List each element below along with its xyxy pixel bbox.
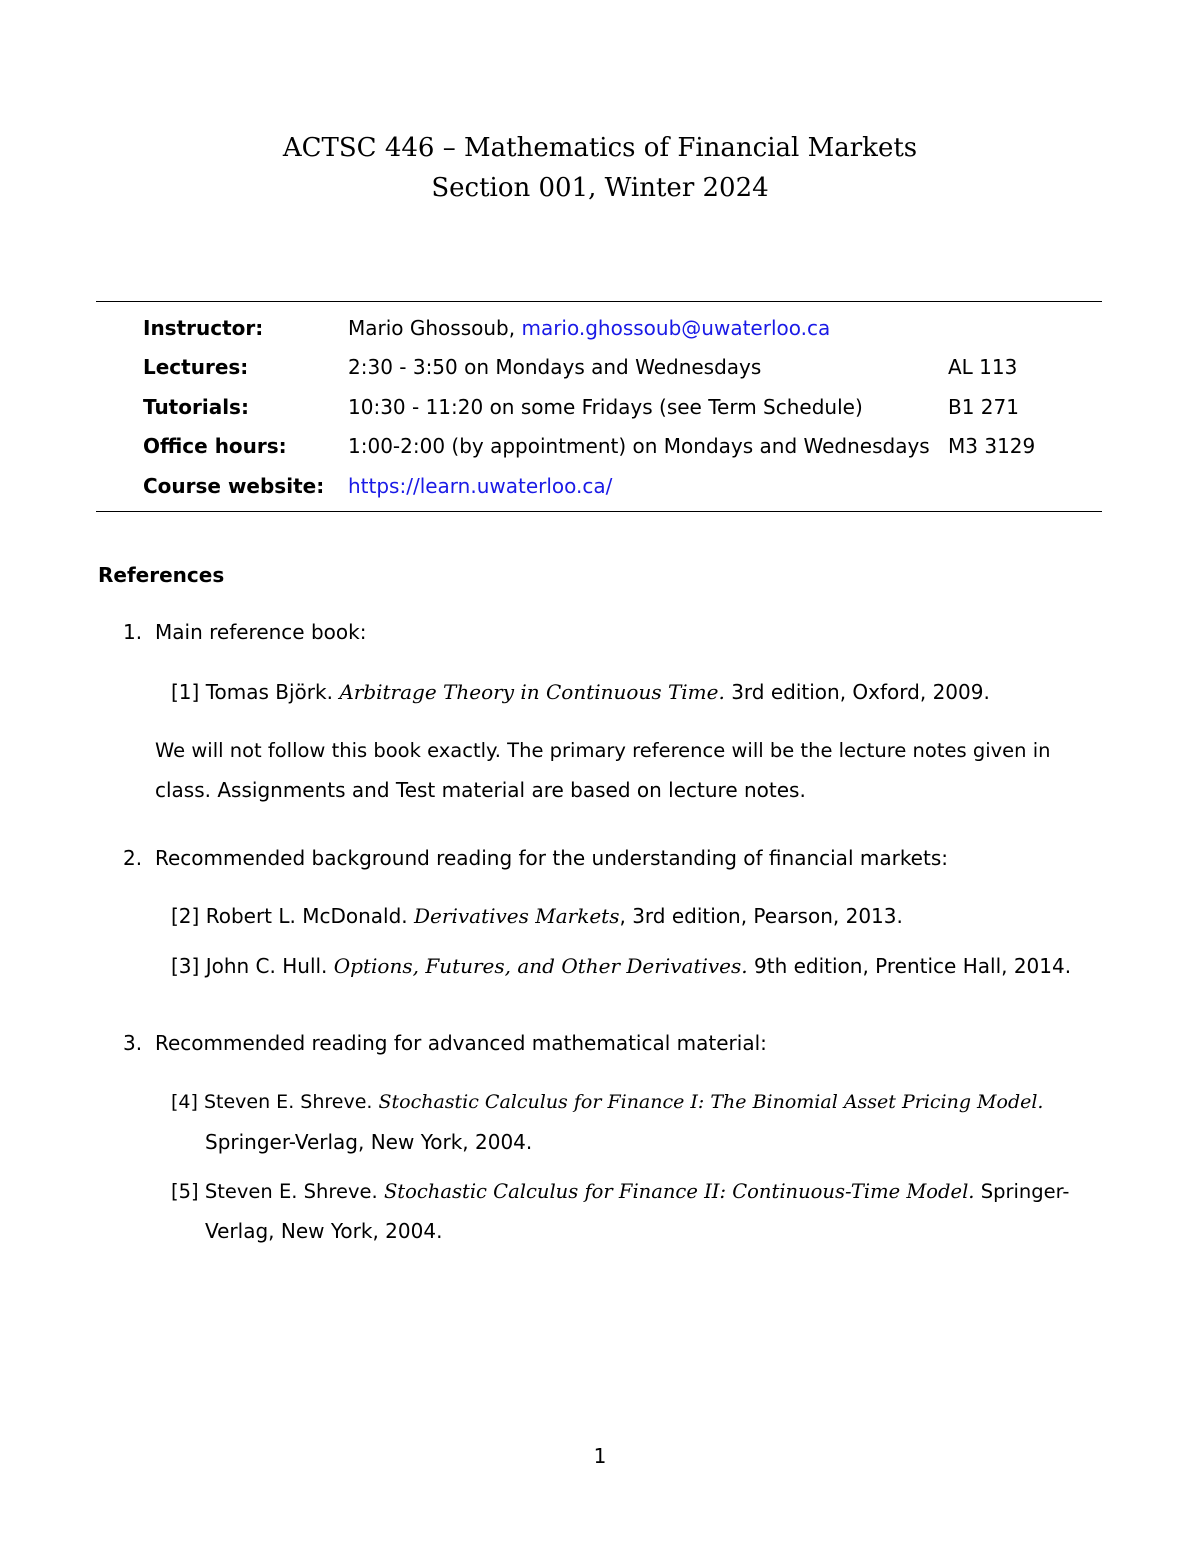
info-value xyxy=(348,474,948,498)
reference-author: Steven E. Shreve. xyxy=(204,1180,378,1203)
info-label: Course website: xyxy=(143,473,325,498)
reference-details: , 3rd edition, Pearson, 2013. xyxy=(619,904,903,928)
references-heading: References xyxy=(98,563,225,587)
info-row-lectures xyxy=(96,348,1102,388)
reference-tag: [1] xyxy=(171,680,200,704)
page-number: 1 xyxy=(593,1444,607,1468)
note-line: class. Assignments and Test material are based on lecture notes. xyxy=(155,778,806,802)
info-row-course-website xyxy=(96,466,1102,506)
reference-title: Options, Futures, and Other Derivatives. xyxy=(333,954,748,978)
instructor-email-link[interactable]: mario.ghossoub@uwaterloo.ca xyxy=(521,315,831,340)
reference-details: 9th edition, Prentice Hall, 2014. xyxy=(754,954,1072,978)
info-label: Instructor: xyxy=(143,315,264,340)
page-subtitle: Section 001, Winter 2024 xyxy=(431,173,769,203)
reference-title: Arbitrage Theory in Continuous Time. xyxy=(339,680,725,704)
list-item-text: Recommended reading for advanced mathematical material: xyxy=(155,1031,767,1055)
info-value: 2:30 - 3:50 on Mondays and Wednesdays xyxy=(348,355,762,380)
reference-entry xyxy=(171,1180,1069,1203)
info-label: Office hours: xyxy=(143,434,287,459)
reference-author: Tomas Björk. xyxy=(205,680,333,704)
reference-title: Derivatives Markets xyxy=(414,904,620,928)
info-row-instructor xyxy=(96,308,1102,348)
reference-entry xyxy=(171,680,990,704)
list-item-number: 3. xyxy=(123,1031,143,1055)
list-item-text: Main reference book: xyxy=(155,620,367,644)
reference-author: Robert L. McDonald. xyxy=(205,904,408,928)
reference-details: Verlag, New York, 2004. xyxy=(205,1219,443,1243)
reference-title: Stochastic Calculus for Finance II: Continuous-Time Model. xyxy=(383,1180,975,1203)
reference-tag: [3] xyxy=(171,954,200,978)
list-item-number: 1. xyxy=(123,620,143,644)
reference-details: Springer- xyxy=(980,1180,1070,1203)
info-value: 10:30 - 11:20 on some Fridays (see Term Schedule) xyxy=(348,394,863,419)
info-row-tutorials xyxy=(96,387,1102,427)
title-block xyxy=(0,128,1200,208)
info-room: M3 3129 xyxy=(948,434,1036,459)
info-row-office-hours xyxy=(96,427,1102,467)
reference-author: Steven E. Shreve. xyxy=(203,1091,373,1113)
reference-entry xyxy=(171,1091,1043,1113)
reference-tag: [5] xyxy=(171,1180,199,1203)
reference-tag: [2] xyxy=(171,904,200,928)
list-item-text: Recommended background reading for the understanding of financial markets: xyxy=(155,846,948,870)
course-info-table xyxy=(96,301,1102,512)
note-line: We will not follow this book exactly. The primary reference will be the lecture notes given in xyxy=(155,739,1051,762)
course-website-link[interactable]: https://learn.uwaterloo.ca/ xyxy=(348,473,613,498)
info-label: Tutorials: xyxy=(143,394,249,419)
instructor-name: Mario Ghossoub, xyxy=(348,315,522,340)
info-room: B1 271 xyxy=(948,394,1019,419)
info-room: AL 113 xyxy=(948,355,1018,380)
reference-details: Springer-Verlag, New York, 2004. xyxy=(205,1130,533,1154)
list-item-number: 2. xyxy=(123,846,143,870)
reference-title: Stochastic Calculus for Finance I: The Binomial Asset Pricing Model. xyxy=(378,1091,1044,1113)
reference-tag: [4] xyxy=(171,1091,198,1113)
reference-entry xyxy=(171,954,1071,978)
reference-entry xyxy=(171,904,903,928)
info-value: 1:00-2:00 (by appointment) on Mondays and Wednesdays xyxy=(348,434,930,459)
info-value xyxy=(348,316,948,340)
reference-author: John C. Hull. xyxy=(205,954,328,978)
page-title: ACTSC 446 – Mathematics of Financial Markets xyxy=(282,133,918,163)
reference-details: 3rd edition, Oxford, 2009. xyxy=(731,680,990,704)
info-label: Lectures: xyxy=(143,355,249,380)
